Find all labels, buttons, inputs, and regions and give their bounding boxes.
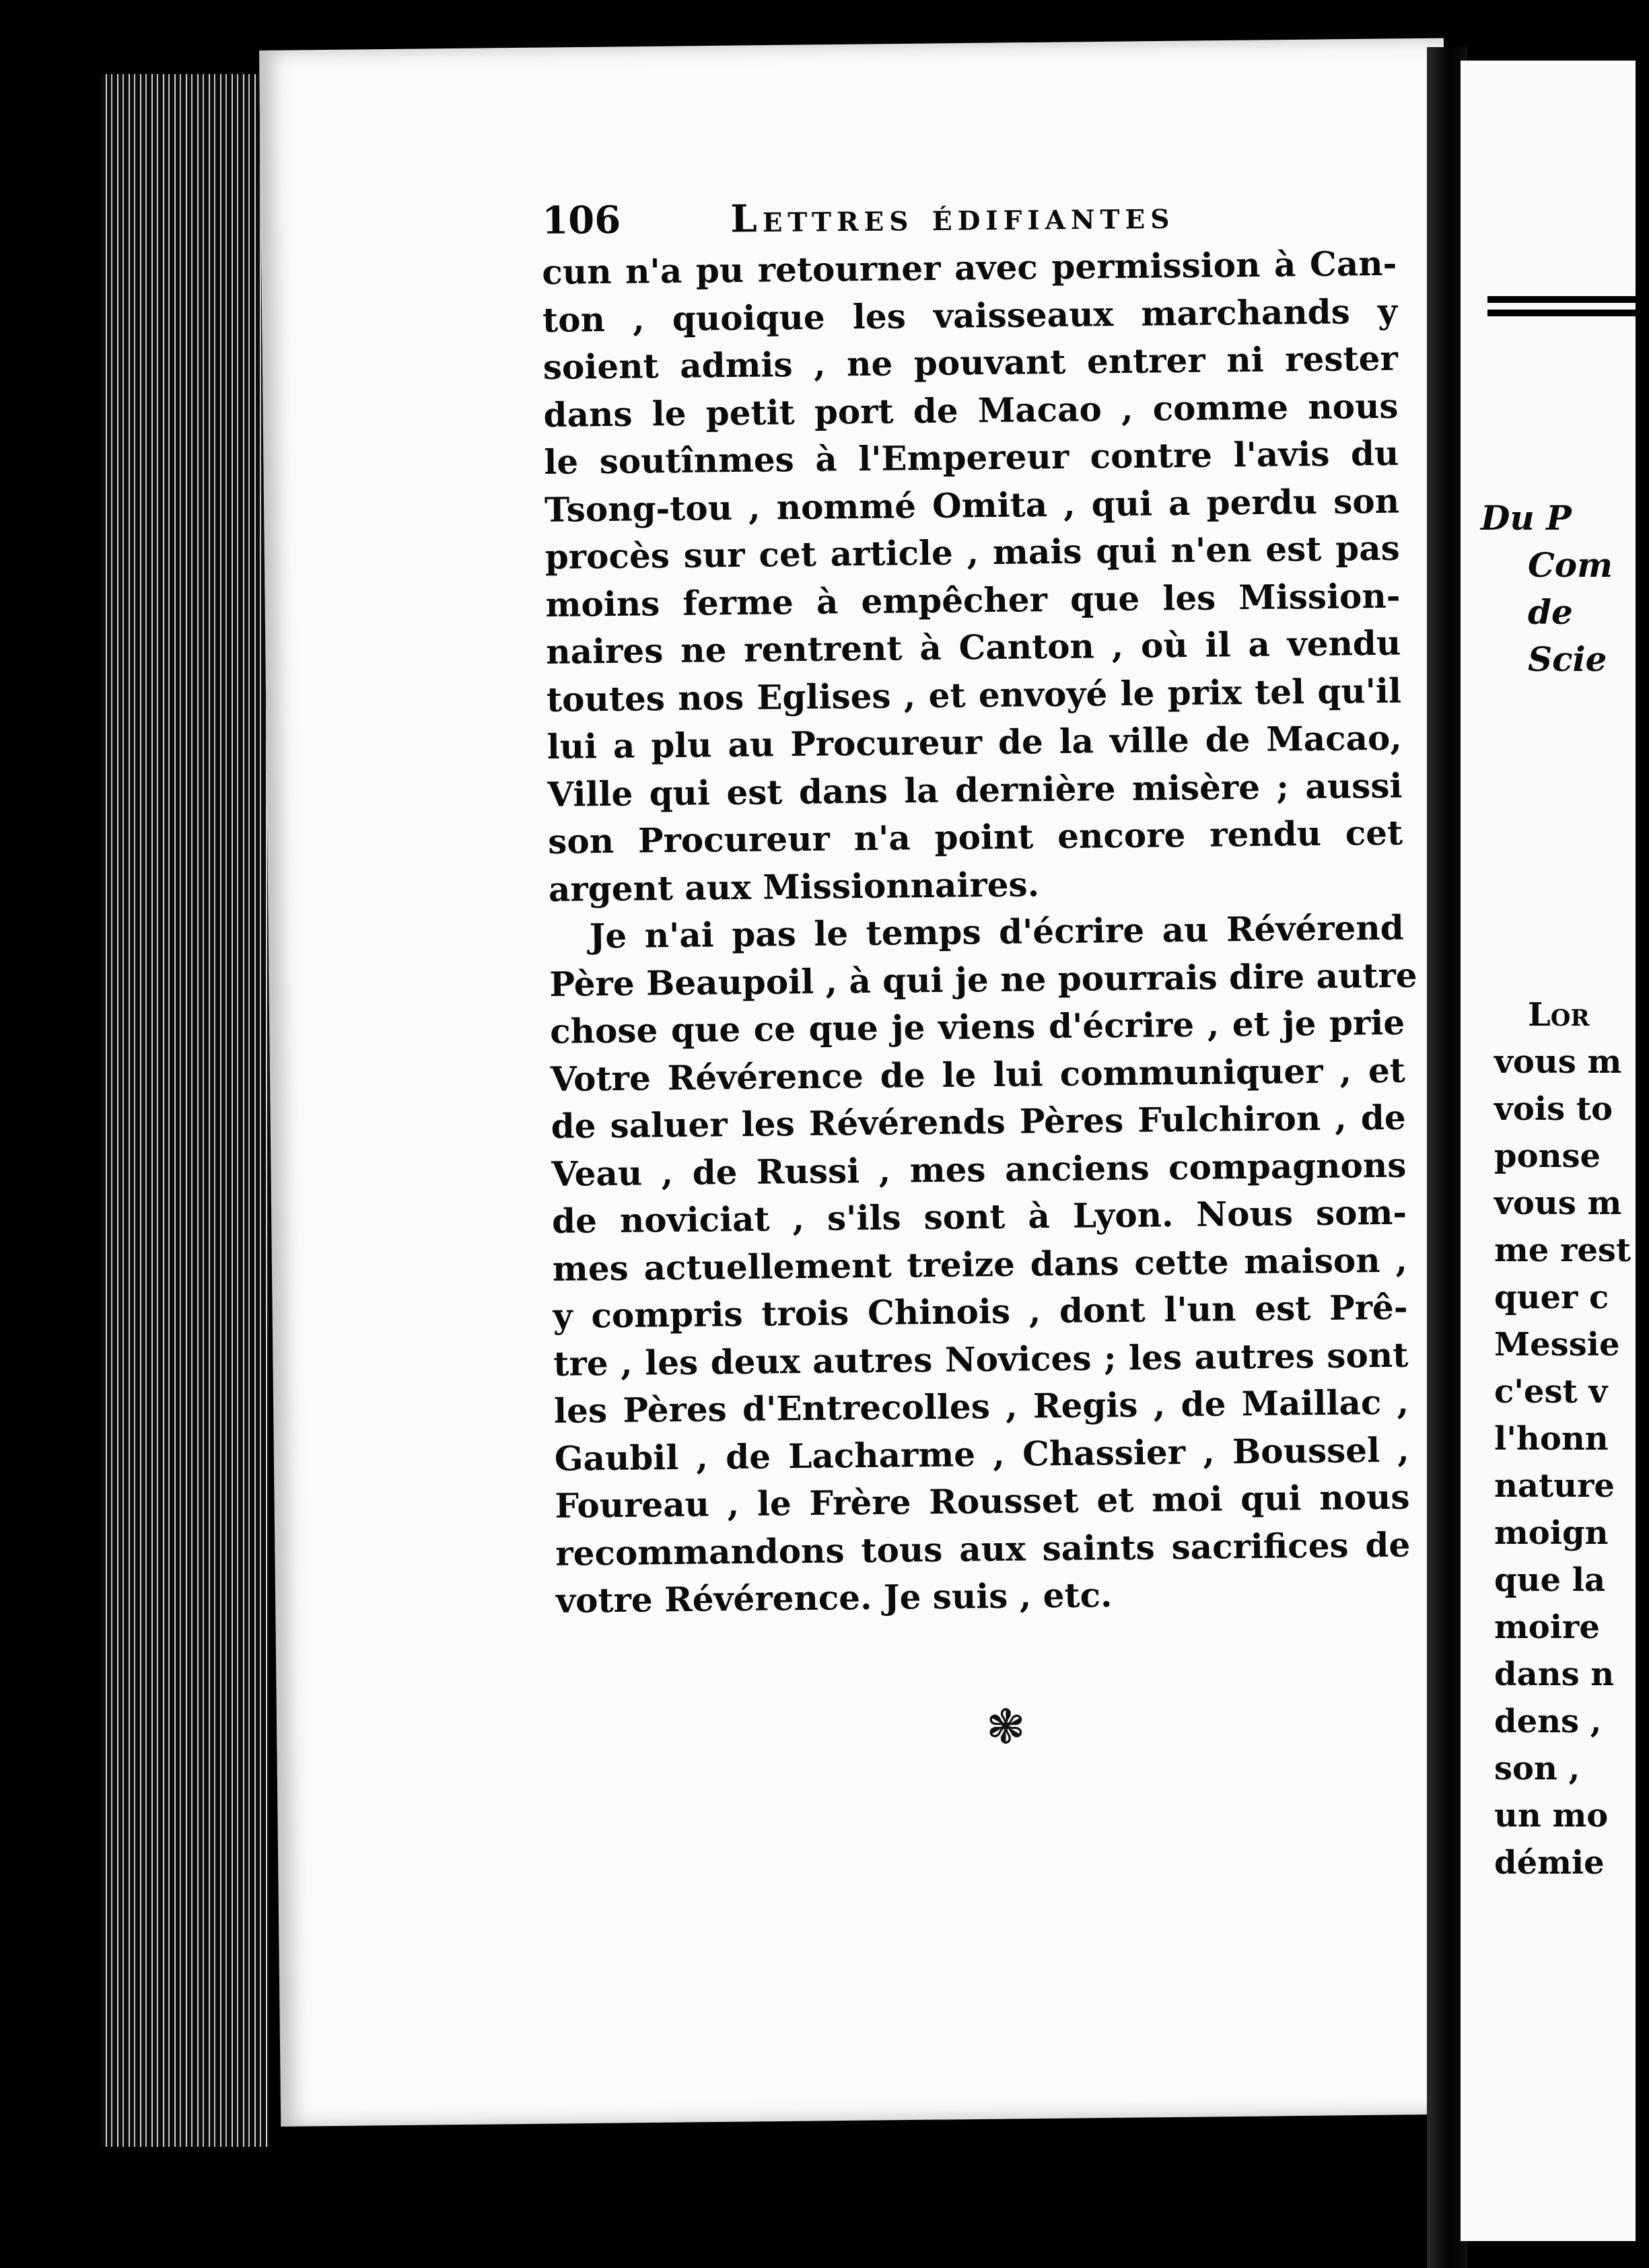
right-heading-line: Du P — [1481, 498, 1572, 538]
text-line: son Procureur n'a point encore rendu cet — [547, 812, 1403, 861]
text-line: y compris trois Chinois , dont l'un est Prê- — [553, 1287, 1408, 1336]
text-line: de saluer les Révérends Pères Fulchiron , de — [551, 1097, 1406, 1146]
right-text-line: quer c — [1494, 1279, 1609, 1316]
right-text-line: ponse — [1494, 1137, 1601, 1175]
ornament-icon: ❃ — [986, 1699, 1026, 1755]
running-title: Lettres édifiantes — [730, 192, 1175, 242]
right-text-line: démie — [1494, 1844, 1605, 1882]
text-line: toutes nos Eglises , et envoyé le prix tel qu'il — [546, 670, 1402, 719]
text-line: mes actuellement treize dans cette maison , — [552, 1240, 1408, 1289]
right-text-line: vois to — [1494, 1090, 1613, 1128]
right-text-line: Lor — [1528, 996, 1590, 1034]
right-text-line: moire — [1494, 1608, 1600, 1646]
right-text-line: nature — [1494, 1467, 1615, 1505]
right-text-line: vous m — [1494, 1184, 1622, 1222]
text-line: Je n'ai pas le temps d'écrire au Révérend — [589, 907, 1404, 956]
text-line: procès sur cet article , mais qui n'en est pas — [545, 528, 1401, 577]
right-text-line: vous m — [1494, 1043, 1622, 1081]
text-line: naires ne rentrent à Canton , où il a vendu — [545, 623, 1401, 672]
text-line: tre , les deux autres Novices ; les autres sont — [553, 1335, 1409, 1384]
right-text-line: moign — [1494, 1514, 1609, 1552]
text-line: moins ferme à empêcher que les Mission- — [545, 575, 1401, 625]
text-line: Ville qui est dans la dernière misère ; aussi — [547, 765, 1403, 814]
right-heading-line: Com — [1528, 545, 1613, 585]
right-text-line: que la — [1494, 1561, 1606, 1599]
text-line: argent aux Missionnaires. — [548, 863, 1040, 909]
page-number: 106 — [542, 197, 621, 243]
right-heading-line: Scie — [1528, 639, 1607, 679]
text-line: Père Beaupoil , à qui je ne pourrais dire autre — [549, 954, 1417, 1004]
text-line: Foureau , le Frère Rousset et moi qui nous — [555, 1477, 1410, 1526]
right-text-line: dans n — [1494, 1656, 1615, 1693]
text-line: Tsong-tou , nommé Omita , qui a perdu son — [544, 481, 1400, 530]
double-rule — [1487, 296, 1649, 303]
right-text-line: me rest — [1494, 1232, 1632, 1269]
right-text-line: c'est v — [1494, 1373, 1608, 1411]
right-text-line: son , — [1494, 1750, 1580, 1787]
right-page — [1461, 61, 1636, 2241]
text-line: cun n'a pu retourner avec permission à Can- — [542, 243, 1397, 292]
text-line: chose que ce que je viens d'écrire , et je prie — [549, 1002, 1405, 1051]
text-line: Gaubil , de Lacharme , Chassier , Boussel , — [554, 1429, 1410, 1479]
text-line: votre Révérence. Je suis , etc. — [555, 1575, 1113, 1621]
text-line: recommandons tous aux saints sacrifices de — [555, 1524, 1411, 1573]
text-line: le soutînmes à l'Empereur contre l'avis du — [544, 433, 1399, 482]
text-line: de noviciat , s'ils sont à Lyon. Nous som- — [551, 1192, 1407, 1241]
text-line: ton , quoique les vaisseaux marchands y — [542, 291, 1398, 340]
text-line: les Pères d'Entrecolles , Regis , de Maillac , — [553, 1382, 1409, 1431]
text-line: Votre Révérence de le lui communiquer , et — [550, 1050, 1406, 1099]
right-heading-line: de — [1528, 592, 1573, 632]
text-line: Veau , de Russi , mes anciens compagnons — [551, 1145, 1407, 1194]
page-edges — [101, 74, 269, 2147]
double-rule — [1487, 310, 1649, 316]
text-line: dans le petit port de Macao , comme nous — [543, 386, 1399, 435]
right-text-line: l'honn — [1494, 1420, 1609, 1458]
text-line: soient admis , ne pouvant entrer ni rester — [542, 338, 1399, 387]
text-line: lui a plu au Procureur de la ville de Macao, — [547, 717, 1402, 767]
right-text-line: dens , — [1494, 1703, 1602, 1740]
right-text-line: Messie — [1494, 1326, 1620, 1363]
right-text-line: un mo — [1494, 1797, 1609, 1835]
left-page-body — [542, 240, 1417, 1625]
